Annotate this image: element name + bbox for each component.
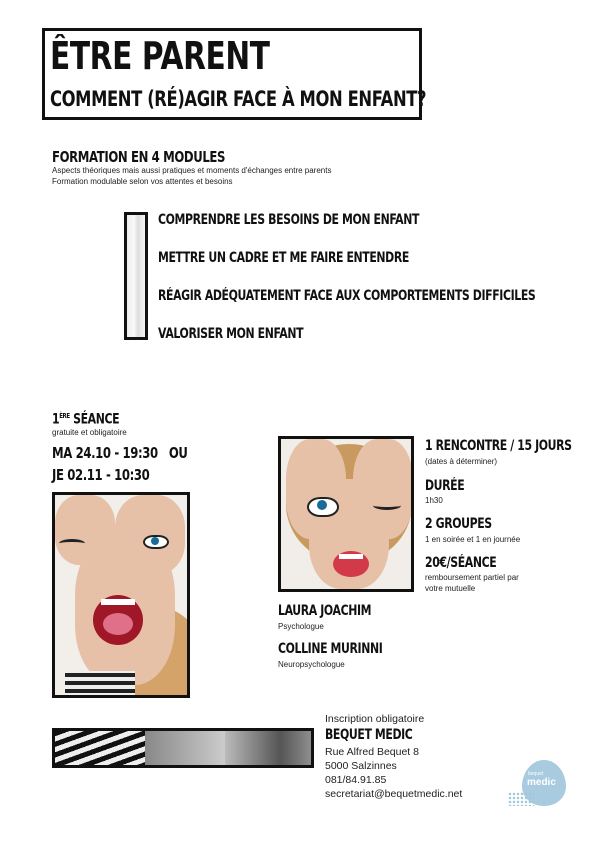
banner-photo: [52, 728, 314, 768]
contact-street: Rue Alfred Bequet 8: [325, 746, 419, 758]
speaker-1-role: Psychologue: [278, 622, 324, 631]
formation-line-2: Formation modulable selon vos attentes et besoins: [52, 177, 233, 186]
speaker-1-name: LAURA JOACHIM: [278, 603, 372, 619]
groups-title: 2 GROUPES: [425, 516, 492, 532]
session-date-2: JE 02.11 - 10:30: [52, 466, 150, 484]
duration-title: DURÉE: [425, 478, 465, 494]
session-date-1: MA 24.10 - 19:30 OU: [52, 444, 188, 462]
speaker-2-role: Neuropsychologue: [278, 660, 345, 669]
child-photo-left: [52, 492, 190, 698]
page-subtitle: COMMENT (RÉ)AGIR FACE À MON ENFANT?: [50, 87, 427, 111]
frequency-title: 1 RENCONTRE / 15 JOURS: [425, 438, 572, 454]
module-1: COMPRENDRE LES BESOINS DE MON ENFANT: [158, 212, 420, 228]
bequet-medic-logo: bequet medic: [522, 760, 566, 806]
contact-org: BEQUET MEDIC: [325, 727, 413, 743]
speaker-2-name: COLLINE MURINNI: [278, 641, 383, 657]
contact-label: Inscription obligatoire: [325, 713, 425, 725]
groups-note: 1 en soirée et 1 en journée: [425, 535, 521, 544]
module-2: METTRE UN CADRE ET ME FAIRE ENTENDRE: [158, 250, 409, 266]
contact-city: 5000 Salzinnes: [325, 760, 397, 772]
formation-line-1: Aspects théoriques mais aussi pratiques et moments d'échanges entre parents: [52, 166, 332, 175]
modules-bar: [124, 212, 148, 340]
logo-dots: [508, 792, 534, 806]
module-3: RÉAGIR ADÉQUATEMENT FACE AUX COMPORTEMENTS DIFFICILES: [158, 288, 536, 304]
session-note: gratuite et obligatoire: [52, 428, 127, 437]
price-title: 20€/SÉANCE: [425, 555, 497, 571]
contact-email[interactable]: secretariat@bequetmedic.net: [325, 788, 463, 800]
frequency-note: (dates à déterminer): [425, 457, 498, 466]
session-title: 1ÈRE SÉANCE: [52, 411, 120, 428]
formation-heading: FORMATION EN 4 MODULES: [52, 148, 226, 166]
duration-note: 1h30: [425, 496, 443, 505]
page-title: ÊTRE PARENT: [50, 34, 270, 78]
contact-phone: 081/84.91.85: [325, 774, 387, 786]
price-note-2: votre mutuelle: [425, 584, 476, 593]
price-note-1: remboursement partiel par: [425, 573, 519, 582]
module-4: VALORISER MON ENFANT: [158, 326, 304, 342]
child-photo-right: [278, 436, 414, 592]
